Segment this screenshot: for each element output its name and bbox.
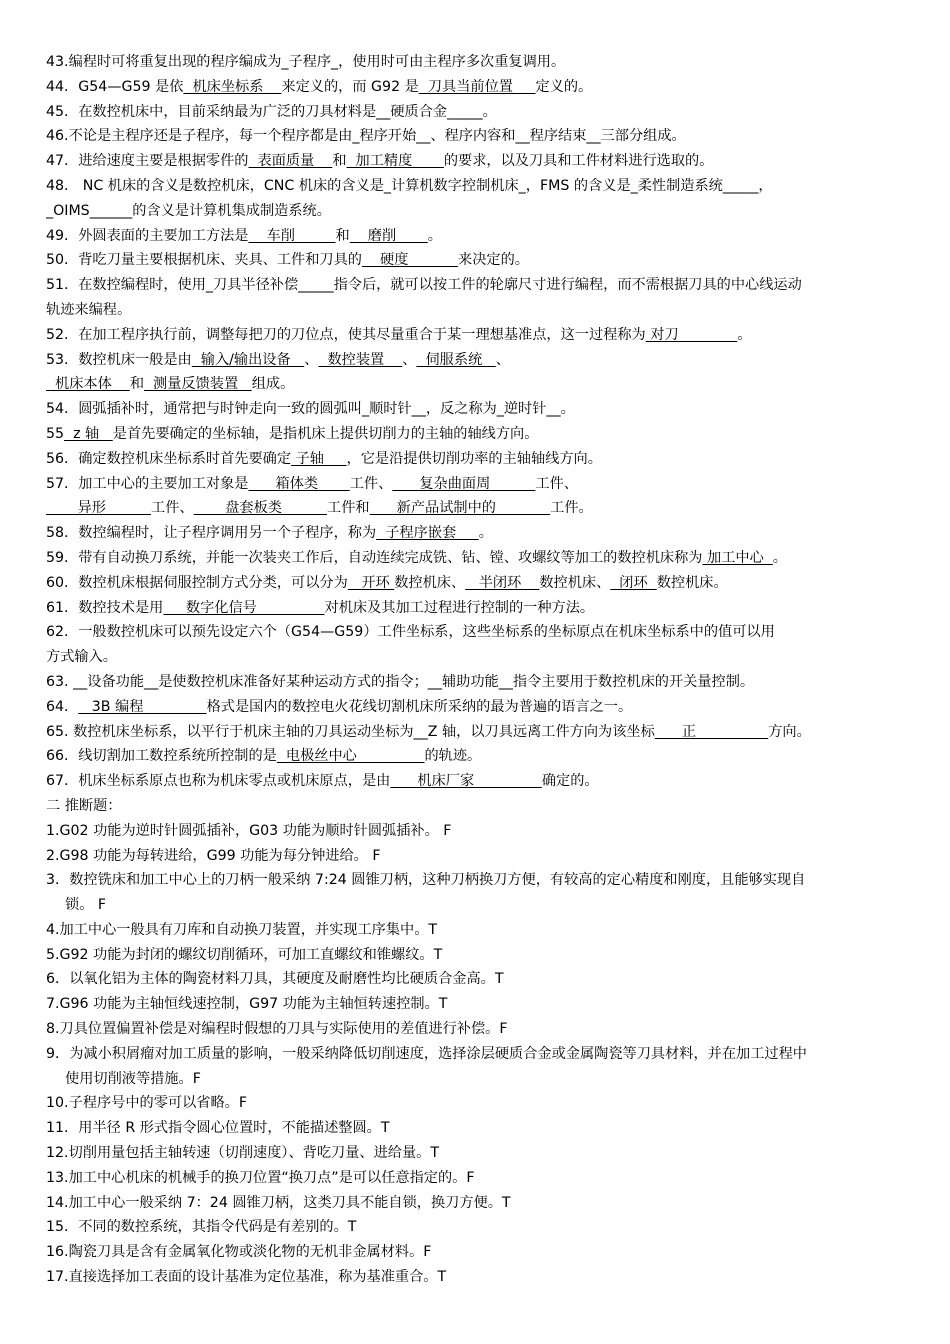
line-text: 60．数控机床根据伺服控制方式分类，可以分为 bbox=[46, 574, 348, 591]
text-line bbox=[46, 447, 930, 472]
text-line bbox=[46, 794, 930, 819]
line-text: 、 bbox=[402, 351, 417, 368]
text-line bbox=[46, 546, 930, 571]
line-text: 63. __设备功能__是使数控机床准备好某种运动方式的指令；__辅助功能__指令主要用于数控机床的开关量控制。 bbox=[46, 673, 755, 690]
text-line bbox=[46, 596, 930, 621]
filled-answer: 输入/输出设备 bbox=[191, 351, 305, 368]
filled-answer: 车削 bbox=[248, 227, 336, 244]
filled-answer: 开环 bbox=[347, 574, 395, 591]
text-line bbox=[46, 1091, 930, 1116]
line-text: 对机床及其加工过程进行控制的一种方法。 bbox=[324, 599, 595, 616]
text-line bbox=[46, 670, 930, 695]
line-text: 工件、 bbox=[349, 475, 393, 492]
line-text: 45．在数控机床中，目前采纳最为广泛的刀具材料是__硬质合金_____。 bbox=[46, 103, 497, 120]
text-line bbox=[46, 1240, 930, 1265]
line-text: 4.加工中心一般具有刀库和自动换刀装置，并实现工序集中。T bbox=[46, 921, 438, 938]
line-text: 和 bbox=[335, 227, 350, 244]
line-text: 56．确定数控机床坐标系时首先要确定 bbox=[46, 450, 292, 467]
text-line bbox=[46, 496, 930, 521]
line-text: 工件和 bbox=[327, 500, 370, 517]
line-text: 和 bbox=[129, 376, 145, 393]
filled-answer: 数字化信号 bbox=[163, 599, 325, 616]
line-text: 使用切削液等措施。F bbox=[65, 1070, 201, 1087]
text-line bbox=[46, 348, 930, 373]
line-text: 12.切削用量包括主轴转速（切削速度）、背吃刀量、进给量。T bbox=[46, 1145, 440, 1162]
text-line bbox=[46, 472, 930, 497]
line-text: 54．圆弧插补时，通常把与时钟走向一致的圆弧叫_顺时针__，反之称为_逆时针__。 bbox=[46, 401, 575, 418]
line-text: 67．机床坐标系原点也称为机床零点或机床原点，是由 bbox=[46, 773, 391, 790]
line-text: 17.直接选择加工表面的设计基准为定位基准，称为基准重合。T bbox=[46, 1269, 447, 1286]
line-text: 10.子程序号中的零可以省略。F bbox=[46, 1095, 247, 1112]
text-line bbox=[46, 273, 930, 298]
line-text: 工件、 bbox=[151, 500, 194, 517]
filled-answer: 机床坐标系 bbox=[183, 78, 282, 95]
line-text: _OIMS______的含义是计算机集成制造系统。 bbox=[46, 202, 331, 219]
line-text: 14.加工中心一般采纳 7：24 圆锥刀柄，这类刀具不能自锁，换刀方便。T bbox=[46, 1194, 511, 1211]
line-text: 数控机床、 bbox=[539, 574, 611, 591]
filled-answer: 电极丝中心 bbox=[276, 748, 425, 765]
text-line bbox=[46, 199, 930, 224]
text-line bbox=[46, 868, 930, 893]
filled-answer: 3B 编程 bbox=[78, 698, 207, 715]
text-line bbox=[46, 819, 930, 844]
line-text: 11．用半径 R 形式指令圆心位置时，不能描述整圆。T bbox=[46, 1120, 390, 1137]
filled-answer: 表面质量 bbox=[248, 153, 333, 170]
line-text: 64． bbox=[46, 698, 79, 715]
filled-answer: 子轴 bbox=[291, 450, 347, 467]
text-line bbox=[46, 149, 930, 174]
text-line bbox=[46, 695, 930, 720]
line-text: 3．数控铣床和加工中心上的刀柄一般采纳 7:24 圆锥刀柄，这种刀柄换刀方便，有较高的定心精度和刚度，且能够实现自 bbox=[46, 872, 806, 889]
line-text: 工件。 bbox=[550, 500, 593, 517]
line-text: 二 推断题： bbox=[46, 797, 122, 814]
text-line bbox=[46, 620, 930, 645]
filled-answer: 机床本体 bbox=[46, 376, 130, 393]
filled-answer: 伺服系统 bbox=[416, 351, 496, 368]
filled-answer: 复杂曲面周 bbox=[392, 475, 536, 492]
line-text: 是首先要确定的坐标轴，是指机床上提供切削力的主轴的轴线方向。 bbox=[112, 425, 539, 442]
filled-answer: 新产品试制中的 bbox=[369, 500, 551, 517]
line-text: 1.G02 功能为逆时针圆弧插补，G03 功能为顺时针圆弧插补。 F bbox=[46, 822, 452, 839]
text-line bbox=[46, 75, 930, 100]
line-text: 53．数控机床一般是由 bbox=[46, 351, 192, 368]
text-line bbox=[46, 1166, 930, 1191]
line-text: 数控机床、 bbox=[394, 574, 466, 591]
line-text: 轨迹来编程。 bbox=[46, 301, 132, 318]
filled-answer: 异形 bbox=[46, 500, 152, 517]
line-text: 。 bbox=[427, 227, 442, 244]
line-text: 55 bbox=[46, 425, 65, 442]
line-text: 66．线切割加工数控系统所控制的是 bbox=[46, 748, 277, 765]
filled-answer: 箱体类 bbox=[248, 475, 350, 492]
line-text: 52．在加工程序执行前，调整每把刀的刀位点，使其尽量重合于某一理想基准点，这一过程称为 bbox=[46, 326, 646, 343]
line-text: 61．数控技术是用 bbox=[46, 599, 164, 616]
line-text: 8.刀具位置偏置补偿是对编程时假想的刀具与实际使用的差值进行补偿。F bbox=[46, 1021, 508, 1038]
text-line bbox=[46, 918, 930, 943]
text-line bbox=[46, 893, 930, 918]
line-text: 50．背吃刀量主要根据机床、夹具、工件和刀具的 bbox=[46, 252, 362, 269]
filled-answer: 硬度 bbox=[362, 252, 459, 269]
filled-answer: z 轴 bbox=[64, 425, 113, 442]
line-text: 来决定的。 bbox=[458, 252, 529, 269]
line-text: 2.G98 功能为每转进给，G99 功能为每分钟进给。 F bbox=[46, 847, 381, 864]
text-line bbox=[46, 100, 930, 125]
line-text: 5.G92 功能为封闭的螺纹切削循环，可加工直螺纹和锥螺纹。T bbox=[46, 946, 443, 963]
line-text: 锁。 F bbox=[65, 897, 107, 914]
line-text: 58．数控编程时，让子程序调用另一个子程序，称为 bbox=[46, 525, 377, 542]
filled-answer: 刀具当前位置 bbox=[418, 78, 536, 95]
text-line bbox=[46, 1141, 930, 1166]
text-line bbox=[46, 1191, 930, 1216]
filled-answer: 子程序嵌套 bbox=[376, 525, 479, 542]
filled-answer: 数控装置 bbox=[318, 351, 403, 368]
line-text: 。 bbox=[737, 326, 752, 343]
text-line bbox=[46, 769, 930, 794]
line-text: 15．不同的数控系统，其指令代码是有差别的。T bbox=[46, 1219, 357, 1236]
line-text: 。 bbox=[772, 549, 787, 566]
text-line bbox=[46, 1017, 930, 1042]
line-text: 51．在数控编程时，使用_刀具半径补偿_____指令后，就可以按工件的轮廓尺寸进行编程，而不需根据刀具的中心线运动 bbox=[46, 277, 802, 294]
text-line bbox=[46, 943, 930, 968]
line-text: 48． NC 机床的含义是数控机床，CNC 机床的含义是_计算机数字控制机床_，FMS 的含义是_柔性制造系统_____， bbox=[46, 177, 773, 194]
line-text: 方式输入。 bbox=[46, 649, 117, 666]
filled-answer: 盘套板类 bbox=[193, 500, 328, 517]
text-line bbox=[46, 571, 930, 596]
text-line bbox=[46, 50, 930, 75]
text-line bbox=[46, 1116, 930, 1141]
line-text: 57．加工中心的主要加工对象是 bbox=[46, 475, 249, 492]
line-text: 62．一般数控机床可以预先设定六个（G54—G59）工件坐标系，这些坐标系的坐标原点在机床坐标系中的值可以用 bbox=[46, 624, 775, 641]
text-line bbox=[46, 1067, 930, 1092]
line-text: 方向。 bbox=[768, 723, 811, 740]
text-line bbox=[46, 372, 930, 397]
filled-answer: 闭环 bbox=[610, 574, 657, 591]
line-text: 9．为减小积屑瘤对加工质量的影响，一般采纳降低切削速度，选择涂层硬质合金或金属陶瓷等刀具材料，并在加工过程中 bbox=[46, 1045, 807, 1062]
line-text: 59．带有自动换刀系统，并能一次装夹工作后，自动连续完成铣、钻、镗、攻螺纹等加工的数控机床称为 bbox=[46, 549, 703, 566]
line-text: 确定的。 bbox=[541, 773, 599, 790]
text-line bbox=[46, 645, 930, 670]
text-line bbox=[46, 967, 930, 992]
line-text: 的轨迹。 bbox=[424, 748, 482, 765]
text-line bbox=[46, 1042, 930, 1067]
filled-answer: 对刀 bbox=[645, 326, 738, 343]
line-text: 定义的。 bbox=[535, 78, 593, 95]
line-text: 、 bbox=[495, 351, 510, 368]
text-line bbox=[46, 844, 930, 869]
filled-answer: 正 bbox=[654, 723, 769, 740]
line-text: 组成。 bbox=[251, 376, 295, 393]
text-line bbox=[46, 422, 930, 447]
text-line bbox=[46, 174, 930, 199]
line-text: 格式是国内的数控电火花线切割机床所采纳的最为普遍的语言之一。 bbox=[206, 698, 633, 715]
filled-answer: 机床厂家 bbox=[390, 773, 542, 790]
line-text: 工件、 bbox=[535, 475, 578, 492]
text-line bbox=[46, 323, 930, 348]
filled-answer: 磨削 bbox=[349, 227, 428, 244]
filled-answer: 加工精度 bbox=[346, 153, 444, 170]
text-line bbox=[46, 720, 930, 745]
filled-answer: 半闭环 bbox=[465, 574, 540, 591]
line-text: 的要求，以及刀具和工件材料进行选取的。 bbox=[443, 153, 714, 170]
text-line bbox=[46, 1215, 930, 1240]
line-text: 43.编程时可将重复出现的程序编成为_子程序_，使用时可由主程序多次重复调用。 bbox=[46, 54, 566, 70]
line-text: 。 bbox=[478, 525, 493, 542]
text-line bbox=[46, 521, 930, 546]
line-text: 44．G54—G59 是依 bbox=[46, 78, 184, 95]
line-text: 46.不论是主程序还是子程序，每一个程序都是由_程序开始__、程序内容和__程序结束__三部分组成。 bbox=[46, 128, 686, 145]
line-text: 16.陶瓷刀具是含有金属氧化物或淡化物的无机非金属材料。F bbox=[46, 1244, 432, 1261]
line-text: 6．以氧化铝为主体的陶瓷材料刀具，其硬度及耐磨性均比硬质合金高。T bbox=[46, 971, 504, 988]
text-line bbox=[46, 124, 930, 149]
text-line bbox=[46, 397, 930, 422]
text-line bbox=[46, 298, 930, 323]
line-text: 13.加工中心机床的机械手的换刀位置“换刀点”是可以任意指定的。F bbox=[46, 1169, 475, 1186]
filled-answer: 测量反馈装置 bbox=[144, 376, 252, 393]
text-line bbox=[46, 744, 930, 769]
line-text: 49．外圆表面的主要加工方法是 bbox=[46, 227, 249, 244]
line-text: 7.G96 功能为主轴恒线速控制，G97 功能为主轴恒转速控制。T bbox=[46, 996, 448, 1013]
text-line bbox=[46, 992, 930, 1017]
text-line bbox=[46, 1265, 930, 1290]
text-line bbox=[46, 224, 930, 249]
line-text: 来定义的，而 G92 是 bbox=[281, 78, 419, 95]
line-text: 、 bbox=[304, 351, 319, 368]
line-text: 47．进给速度主要是根据零件的 bbox=[46, 153, 249, 170]
line-text: 数控机床。 bbox=[656, 574, 728, 591]
text-line bbox=[46, 248, 930, 273]
filled-answer: 加工中心 bbox=[702, 549, 773, 566]
line-text: 和 bbox=[332, 153, 347, 170]
line-text: ，它是沿提供切削功率的主轴轴线方向。 bbox=[346, 450, 602, 467]
line-text: 65. 数控机床坐标系，以平行于机床主轴的刀具运动坐标为__Z 轴，以刀具远离工件方向为该坐标 bbox=[46, 723, 655, 740]
